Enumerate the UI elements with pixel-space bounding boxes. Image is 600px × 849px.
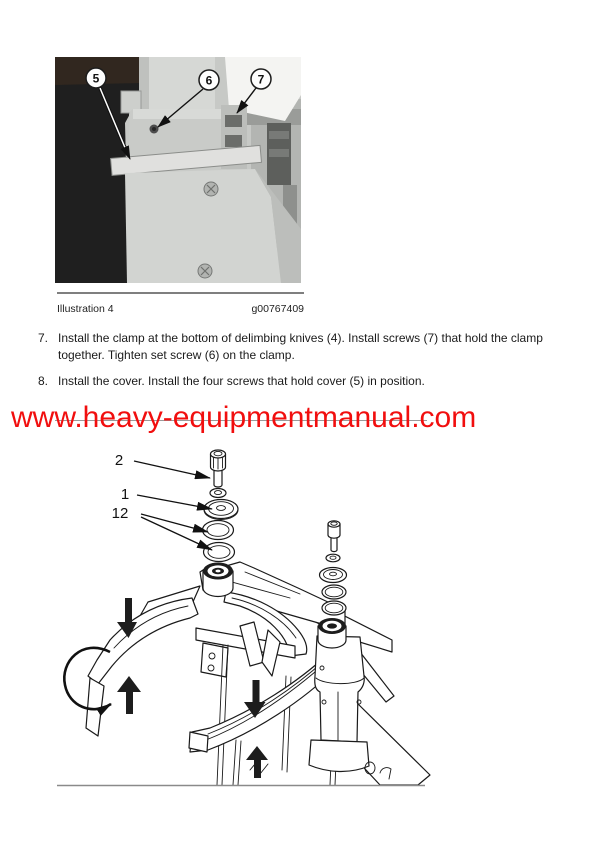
fastener-stack-right xyxy=(318,521,347,648)
motion-arrow-up-left xyxy=(117,676,141,714)
motion-arrow-up-middle xyxy=(246,746,268,778)
diagram-callout-12-label: 12 xyxy=(111,505,129,522)
washer-left xyxy=(210,489,226,498)
illustration-photo xyxy=(55,57,301,283)
cap-right xyxy=(320,568,347,583)
exploded-diagram xyxy=(40,440,480,788)
step-number: 7. xyxy=(38,331,49,345)
diagram-callout-2 xyxy=(115,452,210,478)
cap-1 xyxy=(204,500,238,520)
diagram-callout-1 xyxy=(121,486,212,509)
o-ring-12b xyxy=(204,543,235,562)
seal-left xyxy=(203,563,233,580)
o-ring-right-1 xyxy=(322,585,346,599)
diagram-callout-1-label: 1 xyxy=(120,486,130,503)
cylinder-base xyxy=(309,740,369,772)
illustration-caption xyxy=(57,303,304,315)
fastener-stack-left xyxy=(203,450,239,597)
step-number: 8. xyxy=(38,374,49,388)
step-text: Install the cover. Install the four screws that hold cover (5) in position. xyxy=(58,374,425,388)
diagram-callout-2-label: 2 xyxy=(114,452,124,469)
washer-right xyxy=(326,554,340,562)
o-ring-12a xyxy=(203,521,234,540)
photo-image xyxy=(55,57,301,283)
step-item-7 xyxy=(38,330,562,364)
photo-callout-6-label: 6 xyxy=(205,73,213,88)
diagram-callout-12 xyxy=(112,505,212,550)
diagram-image xyxy=(40,440,480,788)
o-ring-right-2 xyxy=(322,601,346,615)
caption-divider xyxy=(57,292,304,294)
steps-list xyxy=(38,330,562,399)
step-item-8 xyxy=(38,373,562,390)
delimbing-knife-left xyxy=(86,598,198,736)
page-break-mask xyxy=(40,787,480,789)
knife-bracket xyxy=(201,622,280,677)
cylinder xyxy=(309,636,369,772)
seal-right xyxy=(318,618,346,634)
caption-label: Illustration 4 xyxy=(57,303,114,315)
bolt-right xyxy=(328,521,340,552)
caption-code: g00767409 xyxy=(251,303,304,315)
photo-callout-7-label: 7 xyxy=(257,72,265,87)
photo-callout-5-label: 5 xyxy=(92,71,100,86)
step-text: Install the clamp at the bottom of delimbing knives (4). Install screws (7) that hold the clamp together. Tighten set screw (6) on the clamp. xyxy=(58,331,543,362)
bolt-2 xyxy=(211,450,226,487)
watermark-text: www.heavy-equipmentmanual.com xyxy=(11,401,477,434)
